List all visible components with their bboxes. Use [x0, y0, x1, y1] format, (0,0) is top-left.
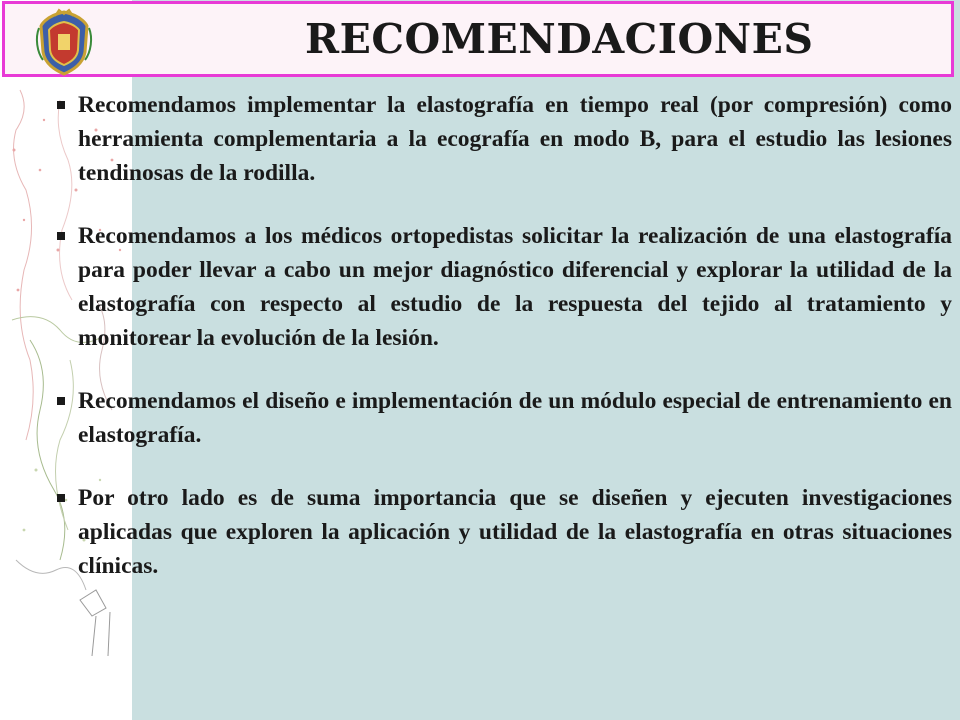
- list-item: [50, 481, 952, 583]
- list-item: [50, 384, 952, 452]
- recommendations-list: [50, 88, 952, 612]
- square-bullet-icon: [57, 232, 65, 240]
- bullet-text: Recomendamos el diseño e implementación de un módulo especial de entrenamiento en elastografía.: [78, 388, 952, 448]
- list-item: [50, 219, 952, 355]
- square-bullet-icon: [57, 494, 65, 502]
- university-crest-icon: [35, 8, 93, 76]
- bullet-text: Recomendamos implementar la elastografía en tiempo real (por compresión) como herramienta complementaria a la ecografía en modo B, para el estudio las lesiones tendinosas de la rodilla.: [78, 92, 952, 186]
- bullet-text: Por otro lado es de suma importancia que se diseñen y ejecuten investigaciones aplicadas que exploren la aplicación y utilidad de la elastografía en otras situaciones clínicas.: [78, 485, 952, 579]
- bullet-text: Recomendamos a los médicos ortopedistas solicitar la realización de una elastografía para poder llevar a cabo un mejor diagnóstico diferencial y explorar la utilidad de la elastografía con respecto al estudio de la respuesta del tejido al tratamiento y monitorear la evolución de la lesión.: [78, 223, 952, 351]
- square-bullet-icon: [57, 397, 65, 405]
- title-banner: [2, 1, 954, 77]
- square-bullet-icon: [57, 101, 65, 109]
- list-item: [50, 88, 952, 190]
- slide-title: RECOMENDACIONES: [305, 15, 814, 63]
